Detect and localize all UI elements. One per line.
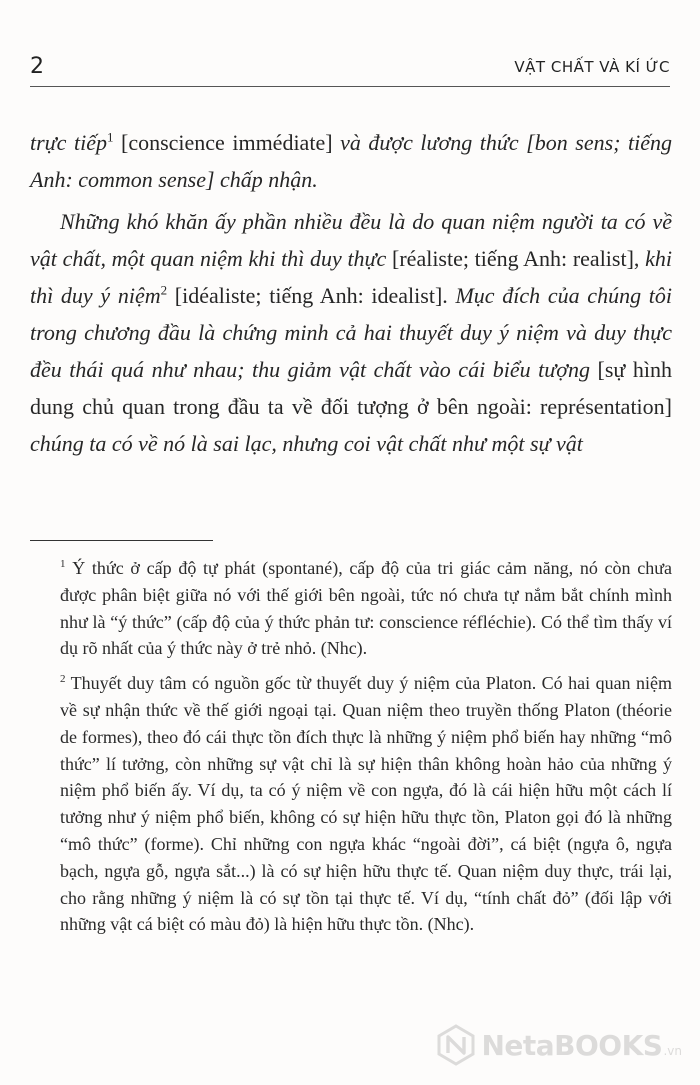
footnote-1-number: 1 [60, 558, 66, 570]
footnote-2 [60, 670, 672, 938]
footnote-ref-2[interactable]: 2 [160, 282, 168, 298]
netabooks-logo-icon [435, 1024, 477, 1066]
paragraph-1 [30, 124, 672, 198]
footnote-1 [60, 555, 672, 662]
paragraph-2-part-b: [réaliste; tiếng Anh: realist], [386, 246, 646, 271]
watermark-text: NetaBOOKS [481, 1028, 663, 1062]
paragraph-1-part-a: trực tiếp [30, 130, 107, 155]
page-header [30, 54, 670, 84]
footnote-2-text: Thuyết duy tâm có nguồn gốc từ thuyết duy ý niệm của Platon. Có hai quan niệm về sự nhận thức về thế giới ngoại tại. Quan niệm theo truyền thống Platon (théorie de formes), theo đó cái thực tồn đích thực là những ý niệm phổ biến hay những “mô thức” lí tưởng, còn những sự vật chỉ là sự hiện thân không hoàn hảo của những ý niệm phổ biến ấy. Ví dụ, ta có ý niệm về con ngựa, đó là cái hiện hữu một cách lí tưởng như ý niệm phổ biến, không có sự hiện hữu thực tồn, Platon gọi đó là những “mô thức” (forme). Chỉ những con ngựa khác “ngoài đời”, cá biệt (ngựa ô, ngựa bạch, ngựa gỗ, ngựa sắt...) là có sự hiện hữu thực tế. Quan niệm duy thực, trái lại, cho rằng những ý niệm là có sự tồn tại thực tế. Ví dụ, “tính chất đỏ” (đối lập với những vật cá biệt có màu đỏ) là hiện hữu thực tồn. (Nhc). [60, 673, 672, 935]
paragraph-2-part-f: [sự hình dung chủ quan trong đầu ta về đối tượng ở bên ngoài: représentation] [30, 357, 672, 419]
watermark-suffix: .vn [663, 1044, 682, 1058]
footnotes [60, 555, 672, 938]
header-rule [30, 86, 670, 87]
watermark [435, 1022, 682, 1068]
footnote-1-text: Ý thức ở cấp độ tự phát (spontané), cấp độ của tri giác cảm năng, nó còn chưa được phân biệt giữa nó với thế giới bên ngoài, tức nó chưa tự nắm bắt chính mình như là “ý thức” (cấp độ của ý thức phản tư: conscience réfléchie). Có thể tìm thấy ví dụ rõ nhất của ý thức này ở trẻ nhỏ. (Nhc). [60, 558, 672, 659]
paragraph-1-part-c: và được lương thức [bon sens; tiếng Anh: common sense] chấp nhận. [30, 130, 672, 192]
main-text [30, 124, 672, 462]
footnote-ref-1[interactable]: 1 [106, 129, 114, 145]
paragraph-2-part-a: Những khó khăn ấy phần nhiều đều là do quan niệm người ta có về vật chất, một quan niệm khi thì duy thực [30, 209, 672, 271]
paragraph-2-part-e: Mục đích của chúng tôi trong chương đầu là chứng minh cả hai thuyết duy ý niệm và duy thực đều thái quá như nhau; thu giảm vật chất vào cái biểu tượng [30, 283, 672, 382]
paragraph-2 [30, 203, 672, 462]
footnote-2-number: 2 [60, 673, 66, 686]
paragraph-2-part-d: [idéaliste; tiếng Anh: idealist]. [167, 283, 456, 308]
running-title: VẬT CHẤT VÀ KÍ ỨC [514, 58, 670, 76]
paragraph-2-part-g: chúng ta có về nó là sai lạc, nhưng coi vật chất như một sự vật [30, 431, 583, 456]
footnote-divider [30, 540, 213, 541]
paragraph-1-part-b: [conscience immédiate] [113, 130, 341, 155]
page-number: 2 [30, 54, 44, 79]
paragraph-2-part-c: khi thì duy ý niệm [30, 246, 673, 308]
